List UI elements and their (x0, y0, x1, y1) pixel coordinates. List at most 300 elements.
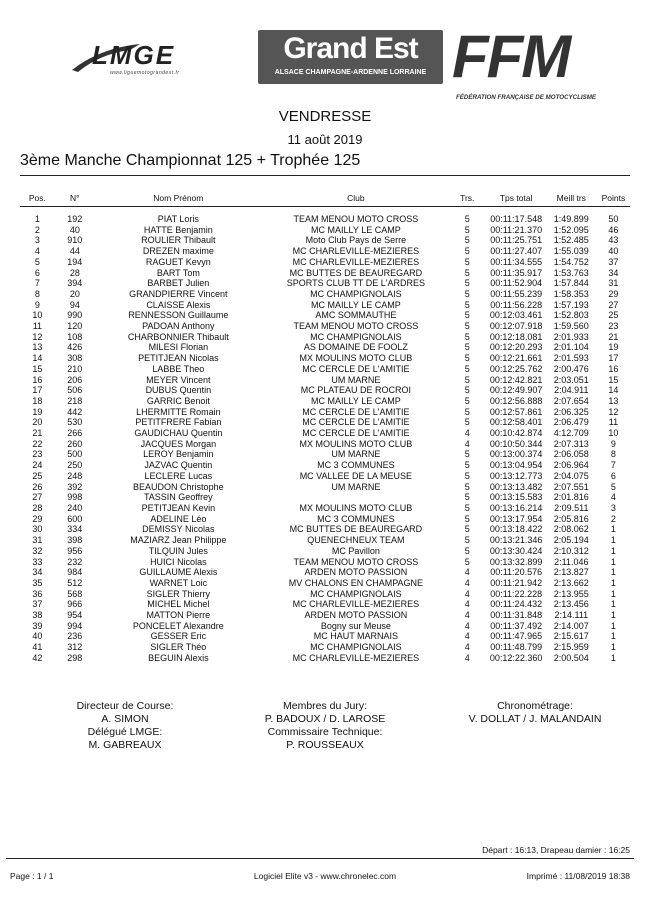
cell-number: 250 (67, 460, 83, 471)
officials-direction (50, 700, 200, 752)
cell-best-lap: 2:00.504 (553, 652, 589, 663)
cell-name: MICHEL Michel (147, 599, 210, 610)
cell-best-lap: 1:57.844 (553, 278, 589, 289)
cell-pos: 18 (32, 395, 43, 406)
cell-total-time: 00:11:37.492 (490, 620, 543, 631)
cell-number: 312 (67, 642, 83, 653)
cell-club: ARDEN MOTO PASSION (304, 567, 408, 578)
cell-best-lap: 2:08.062 (553, 524, 589, 535)
table-row (20, 631, 632, 642)
cell-pos: 5 (34, 256, 40, 267)
table-row (20, 503, 632, 514)
cell-total-time: 00:10:50.344 (489, 438, 543, 449)
cell-laps: 4 (464, 428, 470, 439)
delegate-label: Délégué LMGE: (87, 726, 163, 738)
cell-name: MEYER Vincent (146, 374, 211, 385)
cell-club: MC HAUT MARNAIS (313, 631, 399, 642)
cell-points: 1 (610, 642, 616, 653)
cell-club: MC MAILLY LE CAMP (311, 299, 401, 310)
cell-name: ROULIER Thibault (141, 235, 216, 246)
cell-total-time: 00:11:27.407 (490, 246, 543, 257)
results-body (20, 208, 632, 664)
cell-name: BEAUDON Christophe (133, 481, 224, 492)
cell-points: 27 (608, 299, 619, 310)
cell-number: 506 (67, 385, 83, 396)
cell-number: 398 (67, 535, 83, 546)
cell-number: 240 (67, 502, 83, 513)
cell-name: GRANDPIERRE Vincent (129, 288, 228, 299)
cell-laps: 5 (464, 556, 470, 567)
start-flag-times: Départ : 16:13, Drapeau damier : 16:25 (482, 845, 630, 855)
cell-best-lap: 2:15.959 (553, 642, 589, 653)
cell-club: ARDEN MOTO PASSION (304, 610, 408, 621)
cell-total-time: 00:13:18.422 (489, 524, 543, 535)
cell-club: MV CHALONS EN CHAMPAGNE (288, 577, 424, 588)
table-row (20, 514, 632, 525)
event-venue: VENDRESSE (278, 108, 372, 125)
cell-number: 500 (67, 449, 83, 460)
cell-total-time: 00:13:15.583 (489, 492, 543, 503)
cell-name: JAZVAC Quentin (144, 460, 213, 471)
cell-best-lap: 2:13.955 (553, 588, 589, 599)
table-row (20, 332, 632, 343)
cell-pos: 17 (32, 385, 43, 396)
cell-total-time: 00:11:35.917 (490, 267, 543, 278)
cell-total-time: 00:12:21.661 (489, 353, 543, 364)
cell-total-time: 00:12:42.821 (489, 374, 543, 385)
delegate-name: M. GABREAUX (88, 739, 162, 751)
cell-pos: 22 (32, 438, 43, 449)
cell-name: BARBET Julien (147, 278, 210, 289)
cell-pos: 24 (32, 460, 43, 471)
cell-pos: 1 (34, 214, 40, 224)
cell-pos: 37 (32, 599, 43, 610)
cell-number: 192 (67, 214, 83, 224)
cell-number: 442 (67, 406, 83, 417)
cell-club: MC BUTTES DE BEAUREGARD (289, 267, 423, 278)
table-row (20, 589, 632, 600)
cell-name: MILESI Florian (148, 342, 209, 353)
cell-laps: 5 (464, 524, 470, 535)
director-label: Directeur de Course: (76, 700, 174, 712)
cell-total-time: 00:11:47.965 (490, 631, 543, 642)
cell-points: 50 (608, 214, 619, 224)
cell-laps: 5 (464, 535, 470, 546)
officials-timing (445, 700, 625, 726)
cell-best-lap: 2:04.075 (553, 470, 589, 481)
cell-club: TEAM MENOU MOTO CROSS (293, 556, 419, 567)
cell-pos: 30 (32, 524, 43, 535)
table-row (20, 225, 632, 236)
cell-laps: 5 (464, 395, 470, 406)
cell-points: 17 (608, 353, 619, 364)
cell-points: 12 (608, 406, 619, 417)
grandest-logo-sub: ALSACE CHAMPAGNE-ARDENNE LORRAINE (274, 69, 427, 76)
cell-points: 19 (608, 342, 619, 353)
cell-best-lap: 2:14.007 (553, 620, 589, 631)
cell-best-lap: 2:10.312 (553, 545, 589, 556)
cell-laps: 5 (464, 449, 470, 460)
software-credit: Logiciel Elite v3 - www.chronelec.com (253, 871, 397, 881)
col-header-club: Club (347, 192, 365, 203)
cell-points: 2 (610, 513, 616, 524)
cell-total-time: 00:12:18.081 (489, 331, 543, 342)
col-header-best-lap: Meill trs (556, 192, 586, 203)
results-table (20, 188, 632, 664)
lmge-logo-url: www.liguemotograndest.fr (110, 70, 180, 76)
cell-number: 44 (69, 246, 80, 257)
cell-points: 1 (610, 652, 616, 663)
cell-laps: 4 (464, 652, 470, 663)
table-row (20, 300, 632, 311)
cell-best-lap: 1:49.899 (553, 214, 589, 224)
cell-number: 910 (67, 235, 83, 246)
col-header-pos: Pos. (28, 192, 46, 203)
cell-name: DUBUS Quentin (145, 385, 212, 396)
cell-best-lap: 2:13.456 (553, 599, 589, 610)
cell-name: LEROY Benjamin (143, 449, 214, 460)
title-divider (20, 175, 630, 176)
cell-best-lap: 2:04.911 (554, 385, 589, 396)
cell-total-time: 00:12:22.360 (489, 652, 543, 663)
cell-points: 21 (608, 331, 619, 342)
table-row (20, 449, 632, 460)
cell-number: 206 (67, 374, 83, 385)
cell-club: Moto Club Pays de Serre (305, 235, 407, 246)
cell-number: 966 (67, 599, 83, 610)
cell-best-lap: 4:12.709 (553, 428, 589, 439)
cell-laps: 4 (464, 567, 470, 578)
cell-club: MC CHARLEVILLE-MEZIERES (292, 599, 420, 610)
cell-points: 4 (610, 492, 616, 503)
cell-pos: 4 (34, 246, 40, 257)
cell-number: 394 (67, 278, 83, 289)
cell-club: AS DOMAINE DE FOOLZ (303, 342, 408, 353)
timing-label: Chronométrage: (497, 700, 573, 712)
cell-name: GUILLAUME Alexis (139, 567, 218, 578)
cell-number: 334 (67, 524, 83, 535)
table-header-row (20, 188, 632, 208)
cell-points: 11 (608, 417, 619, 428)
cell-best-lap: 1:55.039 (553, 246, 589, 257)
cell-pos: 14 (32, 353, 43, 364)
cell-club: MC CHARLEVILLE-MEZIERES (292, 256, 420, 267)
cell-pos: 36 (32, 588, 43, 599)
table-row (20, 428, 632, 439)
cell-laps: 5 (464, 321, 470, 332)
page-number: Page : 1 / 1 (10, 871, 54, 881)
cell-points: 25 (608, 310, 619, 321)
cell-name: PADOAN Anthony (142, 321, 215, 332)
cell-points: 1 (610, 545, 616, 556)
cell-points: 1 (610, 610, 616, 621)
cell-number: 218 (67, 395, 83, 406)
cell-club: AMC SOMMAUTHE (315, 310, 397, 321)
cell-club: MC CHAMPIGNOLAIS (310, 588, 402, 599)
cell-laps: 4 (464, 610, 470, 621)
cell-pos: 6 (34, 267, 40, 278)
cell-pos: 39 (32, 620, 43, 631)
cell-pos: 32 (32, 545, 43, 556)
table-row (20, 375, 632, 386)
cell-total-time: 00:10:42.874 (489, 428, 543, 439)
cell-pos: 7 (34, 278, 40, 289)
cell-name: LHERMITTE Romain (136, 406, 221, 417)
cell-laps: 5 (464, 267, 470, 278)
cell-best-lap: 2:07.551 (553, 481, 589, 492)
cell-best-lap: 2:01.104 (553, 342, 589, 353)
cell-best-lap: 2:05.194 (553, 535, 589, 546)
cell-points: 16 (608, 363, 619, 374)
table-row (20, 396, 632, 407)
cell-club: MC CERCLE DE L'AMITIE (302, 406, 410, 417)
cell-pos: 21 (32, 428, 43, 439)
cell-name: RAGUET Kevyn (145, 256, 211, 267)
cell-points: 37 (608, 256, 619, 267)
cell-number: 94 (69, 299, 80, 310)
cell-best-lap: 2:05.816 (553, 513, 589, 524)
cell-club: QUENECHNEUX TEAM (307, 535, 405, 546)
cell-club: TEAM MENOU MOTO CROSS (293, 321, 419, 332)
cell-total-time: 00:11:52.904 (490, 278, 543, 289)
cell-name: LABBE Theo (152, 363, 205, 374)
cell-number: 298 (67, 652, 83, 663)
cell-club: UM MARNE (331, 374, 381, 385)
cell-best-lap: 1:52.803 (553, 310, 589, 321)
footer-divider (6, 858, 634, 859)
cell-number: 392 (67, 481, 83, 492)
cell-laps: 5 (464, 331, 470, 342)
cell-pos: 13 (32, 342, 43, 353)
cell-points: 1 (610, 567, 616, 578)
cell-points: 14 (608, 385, 619, 396)
table-row (20, 385, 632, 396)
table-row (20, 439, 632, 450)
cell-laps: 4 (464, 588, 470, 599)
cell-pos: 34 (32, 567, 43, 578)
cell-best-lap: 2:01.593 (553, 353, 589, 364)
jury-label: Membres du Jury: (282, 700, 368, 712)
race-title: 3ème Manche Championnat 125 + Trophée 125 (20, 152, 361, 169)
cell-laps: 5 (464, 460, 470, 471)
cell-number: 266 (67, 428, 83, 439)
col-header-laps: Trs. (460, 192, 475, 203)
cell-points: 1 (610, 588, 616, 599)
cell-points: 43 (608, 235, 619, 246)
cell-total-time: 00:13:04.954 (489, 460, 543, 471)
cell-best-lap: 2:06.964 (553, 460, 589, 471)
cell-name: SIGLER Théo (150, 642, 207, 653)
cell-number: 954 (67, 610, 83, 621)
table-row (20, 546, 632, 557)
grandest-logo-text: Grand Est (283, 32, 418, 65)
cell-laps: 5 (464, 246, 470, 257)
cell-name: DEMISSY Nicolas (142, 524, 215, 535)
cell-best-lap: 2:03.051 (553, 374, 589, 385)
officials-jury (250, 700, 400, 752)
cell-total-time: 00:11:22.228 (490, 588, 543, 599)
cell-pos: 28 (32, 502, 43, 513)
table-row (20, 208, 632, 225)
cell-laps: 5 (464, 353, 470, 364)
cell-club: MC PLATEAU DE ROCROI (300, 385, 412, 396)
cell-club: MC CHAMPIGNOLAIS (310, 642, 402, 653)
cell-best-lap: 1:53.763 (553, 267, 589, 278)
timing-names: V. DOLLAT / J. MALANDAIN (468, 713, 602, 725)
cell-best-lap: 2:07.313 (553, 438, 589, 449)
table-row (20, 342, 632, 353)
cell-laps: 5 (464, 235, 470, 246)
cell-best-lap: 1:52.095 (553, 224, 589, 235)
cell-best-lap: 2:06.058 (553, 449, 589, 460)
cell-club: SPORTS CLUB TT DE L'ARDRES (286, 278, 426, 289)
jury-names: P. BADOUX / D. LAROSE (264, 713, 386, 725)
table-row (20, 364, 632, 375)
cell-laps: 5 (464, 545, 470, 556)
cell-laps: 4 (464, 438, 470, 449)
cell-number: 248 (67, 470, 83, 481)
cell-number: 108 (67, 331, 83, 342)
cell-name: PETITJEAN Kevin (141, 502, 216, 513)
table-row (20, 653, 632, 664)
cell-laps: 5 (464, 256, 470, 267)
cell-number: 232 (67, 556, 83, 567)
cell-best-lap: 2:06.325 (553, 406, 589, 417)
cell-total-time: 00:12:03.461 (489, 310, 543, 321)
cell-total-time: 00:11:24.432 (490, 599, 543, 610)
cell-laps: 5 (464, 417, 470, 428)
cell-points: 1 (610, 599, 616, 610)
cell-number: 308 (67, 353, 83, 364)
cell-name: BEGUIN Alexis (148, 652, 209, 663)
cell-club: Bogny sur Meuse (320, 620, 391, 631)
cell-points: 5 (610, 481, 616, 492)
cell-total-time: 00:13:32.899 (489, 556, 543, 567)
cell-name: PONCELET Alexandre (132, 620, 224, 631)
cell-name: CHARBONNIER Thibault (127, 331, 229, 342)
cell-pos: 38 (32, 610, 43, 621)
cell-best-lap: 1:58.353 (553, 288, 589, 299)
cell-best-lap: 2:01.816 (553, 492, 589, 503)
table-row (20, 321, 632, 332)
cell-name: GARRIC Benoit (146, 395, 210, 406)
cell-name: PIAT Loris (157, 214, 199, 224)
lmge-logo (70, 40, 210, 80)
cell-name: HATTE Benjamin (143, 224, 213, 235)
cell-number: 956 (67, 545, 83, 556)
cell-laps: 4 (464, 577, 470, 588)
cell-club: MC 3 COMMUNES (317, 460, 395, 471)
cell-pos: 8 (34, 288, 40, 299)
cell-laps: 5 (464, 513, 470, 524)
cell-points: 15 (608, 374, 619, 385)
cell-club: MC CERCLE DE L'AMITIE (302, 417, 410, 428)
event-date: 11 août 2019 (287, 132, 363, 147)
cell-best-lap: 2:06.479 (553, 417, 589, 428)
cell-name: CLAISSE Alexis (146, 299, 211, 310)
cell-best-lap: 2:13.827 (553, 567, 589, 578)
cell-best-lap: 2:00.476 (553, 363, 589, 374)
cell-number: 998 (67, 492, 83, 503)
cell-number: 210 (67, 363, 83, 374)
cell-laps: 4 (464, 599, 470, 610)
cell-name: BART Tom (156, 267, 200, 278)
table-row (20, 642, 632, 653)
table-row (20, 524, 632, 535)
cell-club: MC CERCLE DE L'AMITIE (302, 428, 410, 439)
cell-total-time: 00:11:17.548 (490, 214, 543, 224)
cell-points: 1 (610, 556, 616, 567)
table-row (20, 353, 632, 364)
cell-points: 8 (610, 449, 616, 460)
cell-pos: 26 (32, 481, 43, 492)
cell-pos: 20 (32, 417, 43, 428)
print-timestamp: Imprimé : 11/08/2019 18:38 (526, 871, 630, 881)
table-row (20, 492, 632, 503)
ffm-logo (452, 22, 622, 102)
cell-pos: 19 (32, 406, 43, 417)
cell-club (262, 492, 450, 503)
cell-pos: 31 (32, 535, 43, 546)
table-row (20, 621, 632, 632)
cell-pos: 23 (32, 449, 43, 460)
cell-number: 260 (67, 438, 83, 449)
cell-total-time: 00:11:25.751 (490, 235, 543, 246)
cell-number: 600 (67, 513, 83, 524)
cell-club: MC MAILLY LE CAMP (311, 395, 401, 406)
tech-label: Commissaire Technique: (267, 726, 383, 738)
cell-total-time: 00:12:25.762 (489, 363, 543, 374)
table-row (20, 567, 632, 578)
cell-laps: 5 (464, 385, 470, 396)
cell-number: 990 (67, 310, 83, 321)
cell-pos: 25 (32, 470, 43, 481)
cell-name: PETITFRERE Fabian (135, 417, 222, 428)
grandest-logo (258, 30, 443, 84)
cell-number: 984 (67, 567, 83, 578)
cell-total-time: 00:11:55.239 (490, 288, 543, 299)
cell-best-lap: 1:52.485 (553, 235, 589, 246)
cell-total-time: 00:12:56.888 (489, 395, 543, 406)
cell-total-time: 00:11:21.370 (490, 224, 543, 235)
cell-number: 20 (69, 288, 80, 299)
cell-name: GAUDICHAU Quentin (134, 428, 223, 439)
cell-laps: 5 (464, 278, 470, 289)
cell-points: 1 (610, 620, 616, 631)
cell-best-lap: 1:59.560 (553, 321, 589, 332)
ffm-logo-sub: FÉDÉRATION FRANÇAISE DE MOTOCYCLISME (456, 94, 597, 101)
cell-club: MC Pavillon (331, 545, 380, 556)
table-row (20, 246, 632, 257)
cell-name: GESSER Eric (150, 631, 207, 642)
cell-pos: 9 (34, 299, 40, 310)
cell-number: 568 (67, 588, 83, 599)
table-row (20, 557, 632, 568)
cell-number: 426 (67, 342, 83, 353)
table-row (20, 268, 632, 279)
table-row (20, 417, 632, 428)
cell-club: MX MOULINS MOTO CLUB (299, 438, 413, 449)
cell-total-time: 00:13:16.214 (489, 502, 543, 513)
cell-total-time: 00:13:30.424 (489, 545, 543, 556)
table-row (20, 578, 632, 589)
col-header-points: Points (601, 192, 626, 203)
cell-laps: 5 (464, 470, 470, 481)
cell-name: WARNET Loic (149, 577, 208, 588)
col-header-number: N° (70, 192, 80, 203)
cell-laps: 4 (464, 620, 470, 631)
cell-pos: 35 (32, 577, 43, 588)
